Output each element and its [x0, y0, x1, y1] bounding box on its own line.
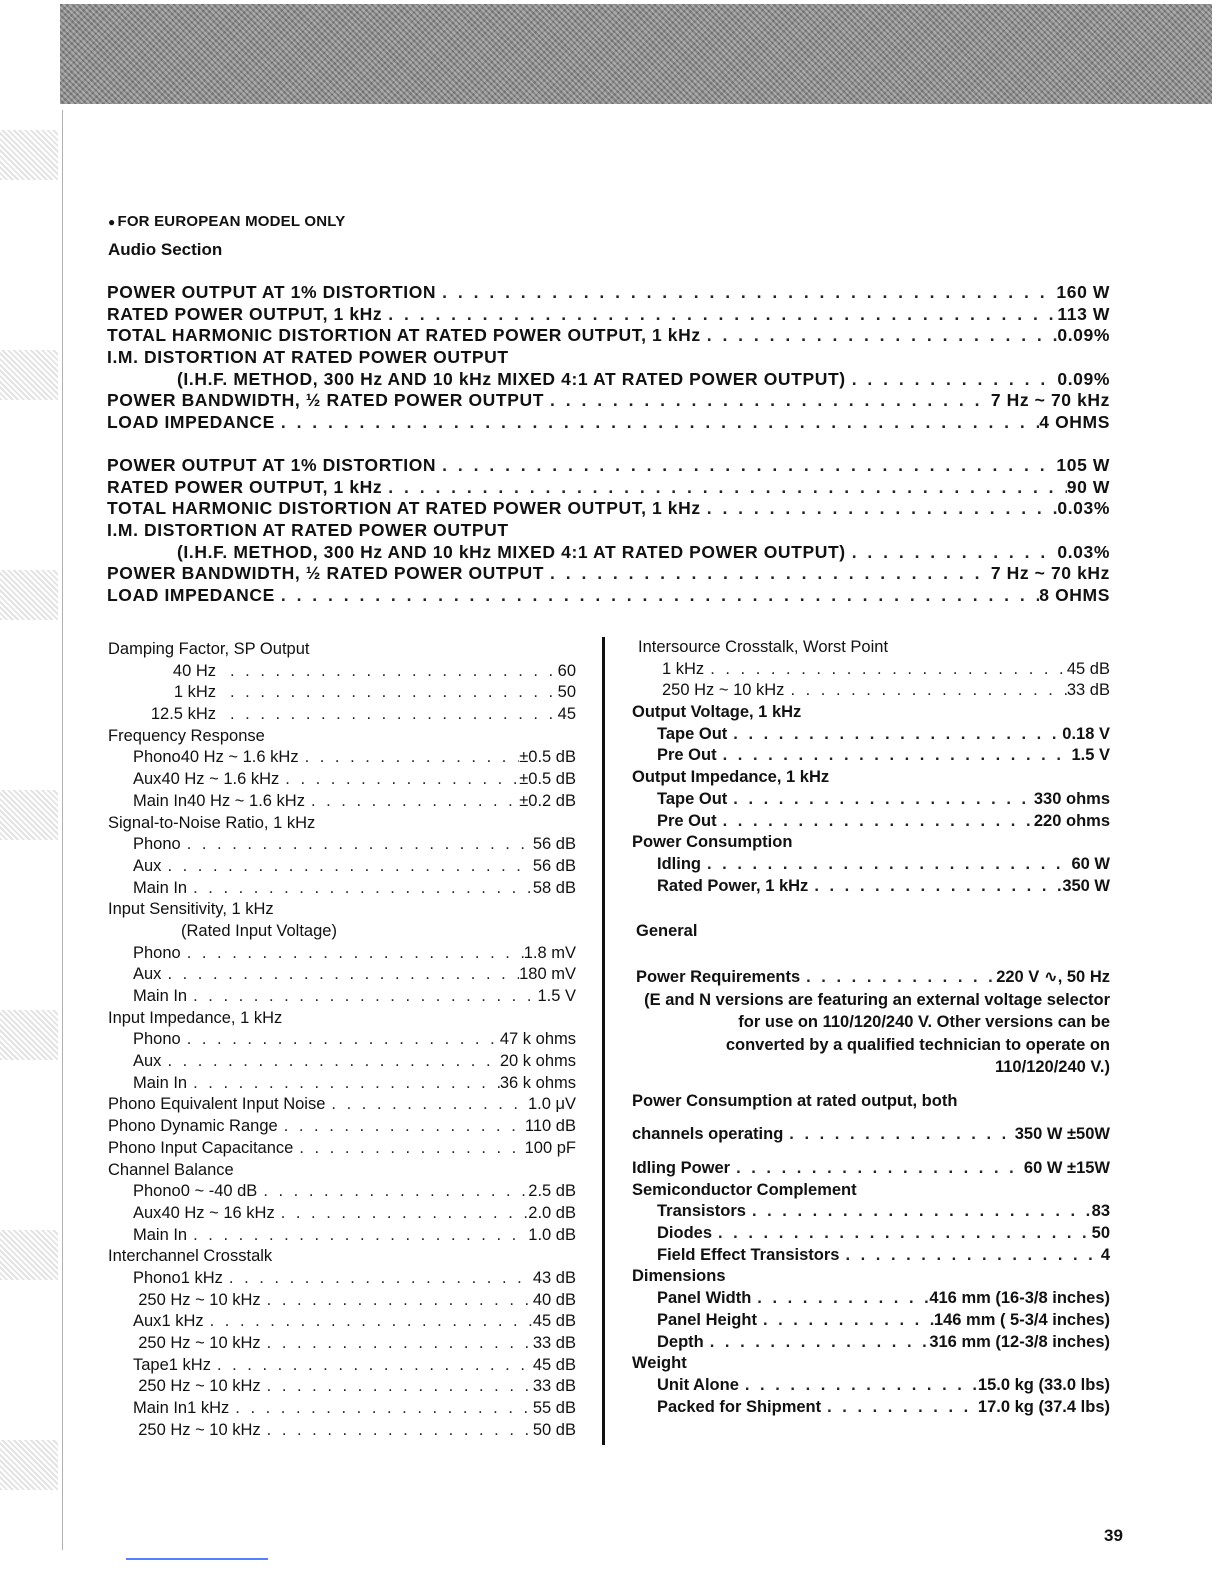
- spec-row: Phono . . . 1.8 mV: [108, 943, 576, 965]
- spec-row: Main In . . . 1.0 dB: [108, 1225, 576, 1247]
- left-spec-column: [108, 639, 576, 1441]
- eu-heading-text: FOR EUROPEAN MODEL ONLY: [117, 213, 346, 230]
- spec-row: Packed for Shipment . . . 17.0 kg (37.4 lbs): [632, 1397, 1110, 1419]
- section-subtitle: (Rated Input Voltage): [181, 921, 337, 940]
- section-title: Output Voltage, 1 kHz: [632, 703, 802, 722]
- spec-row: Rated Power, 1 kHz . . . 350 W: [632, 876, 1110, 898]
- audio-section-label: Audio Section: [108, 240, 223, 259]
- spec-row: Main In . . . 1.5 V: [108, 986, 576, 1008]
- column-divider: [602, 637, 605, 1445]
- spec-row: 250 Hz ~ 10 kHz . . . 40 dB: [108, 1290, 576, 1312]
- section-title: Output Impedance, 1 kHz: [632, 768, 830, 787]
- spec-row: 1 kHz . . . 50: [108, 682, 576, 704]
- spec-row: Aux 1 kHz . . . 45 dB: [108, 1311, 576, 1333]
- spec-row: channels operating . . . 350 W ±50W: [632, 1124, 1110, 1146]
- section-title: Input Sensitivity, 1 kHz: [108, 900, 274, 919]
- section-title: Weight: [632, 1354, 687, 1373]
- spec-row: POWER OUTPUT AT 1% DISTORTION . . . 105 W: [107, 455, 1110, 477]
- spec-row: Depth . . . 316 mm (12-3/8 inches): [632, 1332, 1110, 1354]
- spec-row: Phono . . . 47 k ohms: [108, 1029, 576, 1051]
- page-number: 39: [1104, 1526, 1123, 1545]
- section-title: Frequency Response: [108, 726, 265, 745]
- spec-row: POWER OUTPUT AT 1% DISTORTION . . . 160 W: [107, 282, 1110, 304]
- voltage-note-line: 110/120/240 V.): [994, 1058, 1110, 1077]
- spec-row: Phono Input Capacitance . . . 100 pF: [108, 1138, 576, 1160]
- section-title: Damping Factor, SP Output: [108, 640, 310, 658]
- spec-row: Panel Height . . . 146 mm ( 5-3/4 inches): [632, 1310, 1110, 1332]
- spec-row: Aux . . . 20 k ohms: [108, 1051, 576, 1073]
- spec-row: Diodes . . . 50: [632, 1223, 1110, 1245]
- spec-row: Idling Power . . . 60 W ±15W: [632, 1158, 1110, 1180]
- voltage-note-line: converted by a qualified technician to operate on: [725, 1035, 1110, 1054]
- spec-row: Phono 1 kHz . . . 43 dB: [108, 1268, 576, 1290]
- spec-row: Unit Alone . . . 15.0 kg (33.0 lbs): [632, 1375, 1110, 1397]
- section-title: Signal-to-Noise Ratio, 1 kHz: [108, 813, 316, 832]
- section-title: Semiconductor Complement: [632, 1180, 857, 1199]
- spec-row: Pre Out . . . 220 ohms: [632, 811, 1110, 833]
- general-heading: General: [636, 922, 698, 941]
- bottom-rule: [126, 1558, 268, 1560]
- spec-row: 250 Hz ~ 10 kHz . . . 33 dB: [108, 1376, 576, 1398]
- spec-row: TOTAL HARMONIC DISTORTION AT RATED POWER OUTPUT, 1 kHz . . . 0.09%: [107, 325, 1110, 347]
- binding-holes: [0, 110, 58, 1530]
- section-title: Power Consumption: [632, 833, 793, 852]
- spec-block-4ohm: [107, 282, 1110, 434]
- spec-row: 1 kHz . . . 45 dB: [632, 659, 1110, 681]
- spec-row: I.M. DISTORTION AT RATED POWER OUTPUT: [107, 520, 509, 541]
- spec-row: Pre Out . . . 1.5 V: [632, 745, 1110, 767]
- voltage-note-line: (E and N versions are featuring an external voltage selector: [644, 990, 1110, 1009]
- spec-row: Field Effect Transistors . . . 4: [632, 1245, 1110, 1267]
- spec-row: Phono Dynamic Range . . . 110 dB: [108, 1116, 576, 1138]
- spec-row: Phono 0 ~ -40 dB . . . 2.5 dB: [108, 1181, 576, 1203]
- spec-row: Main In 40 Hz ~ 1.6 kHz . . . ±0.2 dB: [108, 791, 576, 813]
- spec-row: RATED POWER OUTPUT, 1 kHz . . . 113 W: [107, 304, 1110, 326]
- spec-row: TOTAL HARMONIC DISTORTION AT RATED POWER OUTPUT, 1 kHz . . . 0.03%: [107, 498, 1110, 520]
- spec-row: (I.H.F. METHOD, 300 Hz AND 10 kHz MIXED 4:1 AT RATED POWER OUTPUT) . . . 0.03%: [107, 542, 1110, 564]
- spec-row: Aux 40 Hz ~ 1.6 kHz . . . ±0.5 dB: [108, 769, 576, 791]
- spec-row: Aux . . . 180 mV: [108, 964, 576, 986]
- voltage-note-line: for use on 110/120/240 V. Other versions can be: [738, 1013, 1110, 1032]
- section-title: Interchannel Crosstalk: [108, 1247, 273, 1266]
- spec-row: POWER BANDWIDTH, ½ RATED POWER OUTPUT . . . 7 Hz ~ 70 kHz: [107, 390, 1110, 412]
- spec-row: Phono Equivalent Input Noise . . . 1.0 μV: [108, 1094, 576, 1116]
- eu-heading: ● FOR EUROPEAN MODEL ONLY: [108, 213, 346, 230]
- section-title: Power Consumption at rated output, both: [632, 1091, 958, 1110]
- spec-row: 250 Hz ~ 10 kHz . . . 33 dB: [108, 1333, 576, 1355]
- section-title: Dimensions: [632, 1267, 726, 1286]
- spec-row: Tape 1 kHz . . . 45 dB: [108, 1355, 576, 1377]
- spec-row: LOAD IMPEDANCE . . . 8 OHMS: [107, 585, 1110, 607]
- spec-row: Idling . . . 60 W: [632, 854, 1110, 876]
- spec-row: Phono 40 Hz ~ 1.6 kHz . . . ±0.5 dB: [108, 747, 576, 769]
- spec-row: 250 Hz ~ 10 kHz . . . 50 dB: [108, 1420, 576, 1442]
- spec-row: Main In 1 kHz . . . 55 dB: [108, 1398, 576, 1420]
- spec-row: LOAD IMPEDANCE . . . 4 OHMS: [107, 412, 1110, 434]
- spec-block-8ohm: [107, 455, 1110, 607]
- header-band: [60, 4, 1212, 104]
- spec-row: (I.H.F. METHOD, 300 Hz AND 10 kHz MIXED 4:1 AT RATED POWER OUTPUT) . . . 0.09%: [107, 369, 1110, 391]
- spec-row: Aux . . . 56 dB: [108, 856, 576, 878]
- spec-row: Power Requirements . . . 220 V ∿, 50 Hz: [632, 967, 1110, 989]
- spec-row: Transistors . . . 83: [632, 1201, 1110, 1223]
- spec-row: 250 Hz ~ 10 kHz . . . 33 dB: [632, 680, 1110, 702]
- spec-row: Main In . . . 36 k ohms: [108, 1073, 576, 1095]
- spec-row: Tape Out . . . 330 ohms: [632, 789, 1110, 811]
- spec-row: I.M. DISTORTION AT RATED POWER OUTPUT: [107, 347, 509, 368]
- section-title: Intersource Crosstalk, Worst Point: [638, 638, 889, 656]
- spec-row: 40 Hz . . . 60: [108, 661, 576, 683]
- spec-row: 12.5 kHz . . . 45: [108, 704, 576, 726]
- spec-row: Main In . . . 58 dB: [108, 878, 576, 900]
- spec-row: Phono . . . 56 dB: [108, 834, 576, 856]
- spec-row: Aux 40 Hz ~ 16 kHz . . . 2.0 dB: [108, 1203, 576, 1225]
- section-title: Channel Balance: [108, 1160, 234, 1179]
- spec-row: POWER BANDWIDTH, ½ RATED POWER OUTPUT . . . 7 Hz ~ 70 kHz: [107, 563, 1110, 585]
- spec-row: RATED POWER OUTPUT, 1 kHz . . . 90 W: [107, 477, 1110, 499]
- section-title: Input Impedance, 1 kHz: [108, 1008, 283, 1027]
- right-spec-column: [632, 637, 1110, 1418]
- spec-row: Panel Width . . . 416 mm (16-3/8 inches): [632, 1288, 1110, 1310]
- binding-line: [62, 110, 63, 1550]
- spec-row: Tape Out . . . 0.18 V: [632, 724, 1110, 746]
